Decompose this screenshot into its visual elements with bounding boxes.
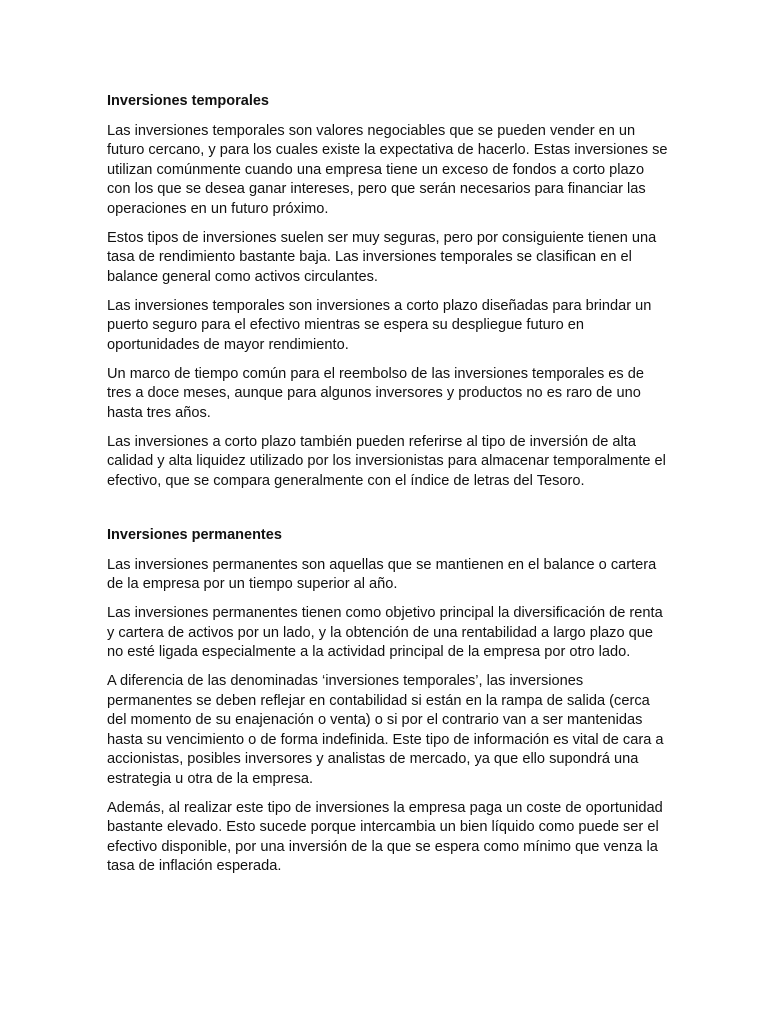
section-title: Inversiones temporales: [107, 93, 269, 109]
paragraph: Además, al realizar este tipo de inversiones la empresa paga un coste de oportunidad bastante elevado. Esto sucede porque intercambia un bien líquido como puede ser el efectivo disponible, por una inversión de la que se espera como mínimo que venza la tasa de inflación esperada.: [107, 799, 663, 874]
paragraph: Las inversiones permanentes son aquellas que se mantienen en el balance o cartera de la empresa por un tiempo superior al año.: [107, 556, 657, 592]
paragraph: Las inversiones a corto plazo también pueden referirse al tipo de inversión de alta calidad y alta liquidez utilizado por los inversionistas para almacenar temporalmente el efectivo, que se compara generalmente con el índice de letras del Tesoro.: [107, 433, 666, 489]
section-title: Inversiones permanentes: [107, 527, 282, 543]
paragraph: Estos tipos de inversiones suelen ser muy seguras, pero por consiguiente tienen una tasa de rendimiento bastante baja. Las inversiones temporales se clasifican en el balance general como activos circulantes.: [107, 229, 657, 285]
section-inversiones-temporales: [107, 92, 668, 491]
paragraph: A diferencia de las denominadas ‘inversiones temporales’, las inversiones permanentes se deben reflejar en contabilidad si están en la rampa de salida (cerca del momento de su enajenación o venta) o si por el contrario van a ser mantenidas hasta su vencimiento o de forma indefinida. Este tipo de información es vital de cara a accionistas, posibles inversores y analistas de mercado, ya que ello supondrá una estrategia u otra de la empresa.: [107, 673, 664, 787]
paragraph: Las inversiones temporales son valores negociables que se pueden vender en un futuro cercano, y para los cuales existe la expectativa de hacerlo. Estas inversiones se utilizan comúnmente cuando una empresa tiene un exceso de fondos a corto plazo con los que se desea ganar intereses, pero que serán necesarios para financiar las operaciones en un futuro próximo.: [107, 122, 668, 217]
section-inversiones-permanentes: [107, 526, 668, 877]
paragraph: Las inversiones temporales son inversiones a corto plazo diseñadas para brindar un puerto seguro para el efectivo mientras se espera su despliegue futuro en oportunidades de mayor rendimiento.: [107, 297, 652, 353]
paragraph: Un marco de tiempo común para el reembolso de las inversiones temporales es de tres a doce meses, aunque para algunos inversores y productos no es raro de uno hasta tres años.: [107, 365, 644, 421]
paragraph: Las inversiones permanentes tienen como objetivo principal la diversificación de renta y cartera de activos por un lado, y la obtención de una rentabilidad a largo plazo que no esté ligada especialmente a la actividad principal de la empresa por otro lado.: [107, 605, 663, 660]
